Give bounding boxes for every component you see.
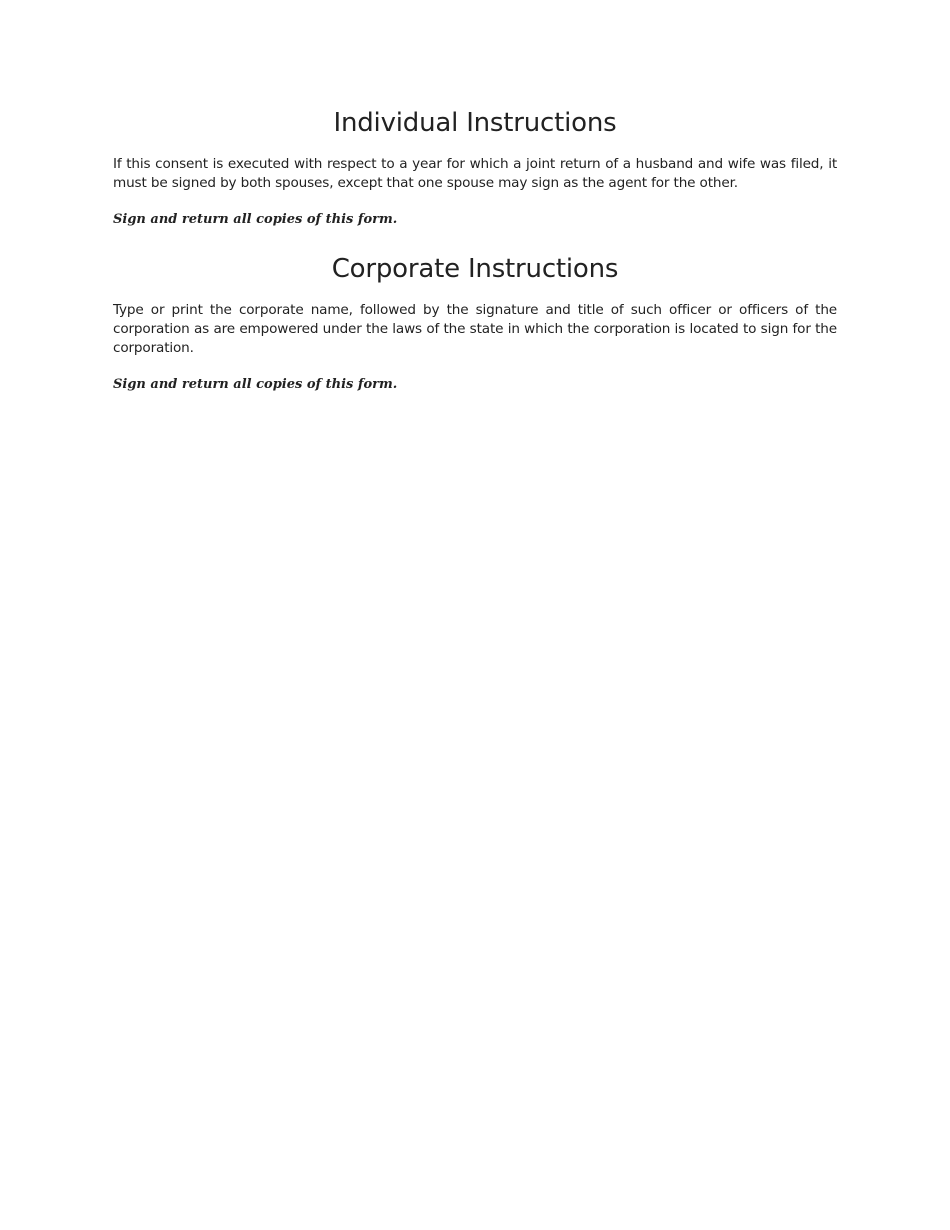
corporate-sign-return-note: Sign and return all copies of this form.: [113, 377, 398, 392]
corporate-instructions-title: Corporate Instructions: [331, 254, 619, 284]
instructions-page: [113, 105, 837, 394]
individual-instructions-body: If this consent is executed with respect to a year for which a joint return of a husband and wife was filed, it must be signed by both spouses, except that one spouse may sign as the agent for the other.: [113, 156, 837, 191]
corporate-instructions-section: [113, 251, 837, 394]
corporate-instructions-body: Type or print the corporate name, followed by the signature and title of such officer or officers of the corporation as are empowered under the laws of the state in which the corporation is located to sign for the corporation.: [113, 302, 837, 356]
individual-instructions-title: Individual Instructions: [333, 108, 617, 138]
individual-instructions-section: [113, 105, 837, 229]
section-spacer: [113, 229, 837, 251]
individual-sign-return-note: Sign and return all copies of this form.: [113, 212, 398, 227]
